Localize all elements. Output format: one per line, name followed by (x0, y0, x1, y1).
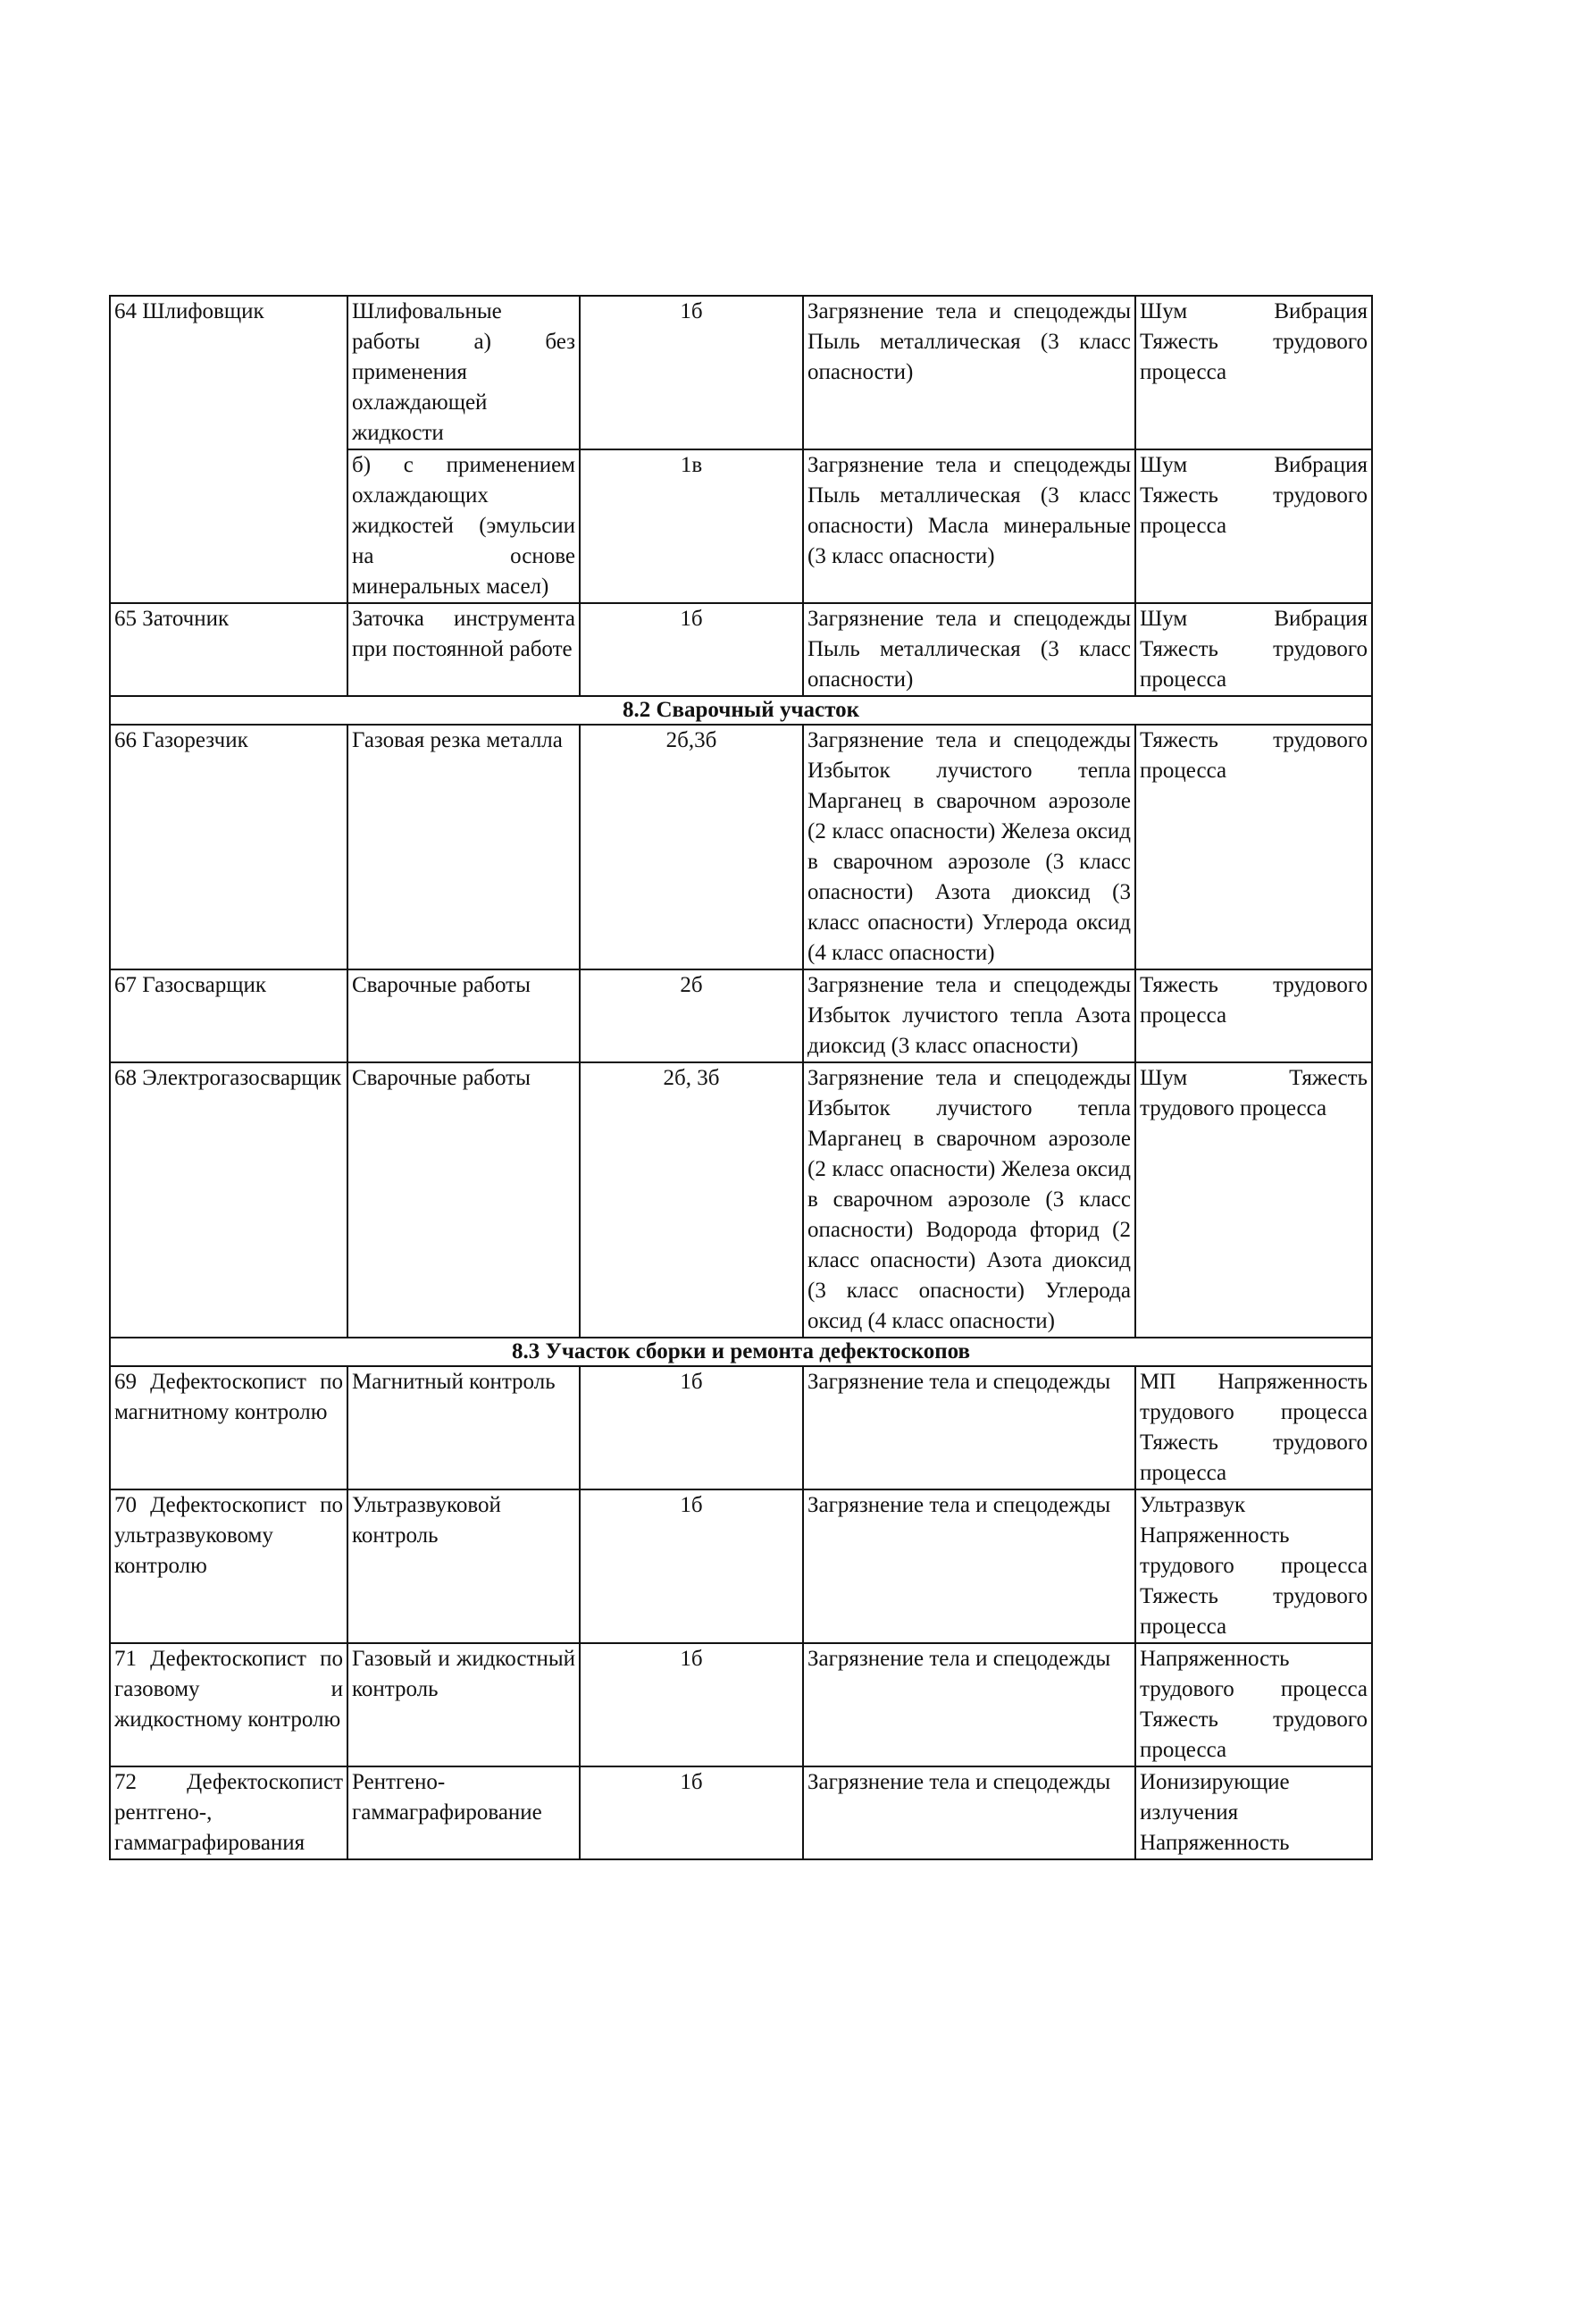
table-row (110, 1062, 1372, 1338)
work-type-cell: Шлифовальные работы а) без применения охлаждающей жидкости (347, 296, 580, 449)
chemical-factors-cell: Загрязнение тела и спецодежды (803, 1643, 1135, 1766)
profession-cell: 69 Дефектоскопист по магнитному контролю (110, 1366, 347, 1489)
physical-factors-cell: Ультразвук Напряженность трудового процесса Тяжесть трудового процесса (1135, 1489, 1372, 1643)
chemical-factors-cell: Загрязнение тела и спецодежды Пыль металлическая (3 класс опасности) (803, 603, 1135, 696)
hazard-class-cell: 2б, 3б (580, 1062, 803, 1338)
hazard-class-cell: 1в (580, 449, 803, 603)
chemical-factors-cell: Загрязнение тела и спецодежды Избыток лучистого тепла Азота диоксид (3 класс опасности) (803, 969, 1135, 1062)
hazard-class-cell: 1б (580, 1643, 803, 1766)
table-row (110, 969, 1372, 1062)
profession-cell: 72 Дефектоскопист рентгено-, гаммаграфирования (110, 1766, 347, 1859)
chemical-factors-cell: Загрязнение тела и спецодежды Пыль металлическая (3 класс опасности) Масла минеральные (3 класс опасности) (803, 449, 1135, 603)
profession-cell: 66 Газорезчик (110, 725, 347, 969)
physical-factors-cell: Шум Тяжесть трудового процесса (1135, 1062, 1372, 1338)
section-title: 8.2 Сварочный участок (110, 696, 1372, 725)
table-row (110, 1766, 1372, 1859)
profession-cell: 65 Заточник (110, 603, 347, 696)
hazard-class-cell: 1б (580, 1489, 803, 1643)
physical-factors-cell: Ионизирующие излучения Напряженность (1135, 1766, 1372, 1859)
physical-factors-cell: Шум Вибрация Тяжесть трудового процесса (1135, 449, 1372, 603)
hazard-class-cell: 1б (580, 1366, 803, 1489)
work-type-cell: Сварочные работы (347, 1062, 580, 1338)
table-row (110, 725, 1372, 969)
table-row (110, 1643, 1372, 1766)
table-row (110, 1366, 1372, 1489)
work-type-cell: Рентгено-гаммаграфирование (347, 1766, 580, 1859)
physical-factors-cell: МП Напряженность трудового процесса Тяжесть трудового процесса (1135, 1366, 1372, 1489)
chemical-factors-cell: Загрязнение тела и спецодежды (803, 1766, 1135, 1859)
hazard-class-cell: 1б (580, 296, 803, 449)
section-header-row (110, 1338, 1372, 1366)
table-row (110, 603, 1372, 696)
chemical-factors-cell: Загрязнение тела и спецодежды Пыль металлическая (3 класс опасности) (803, 296, 1135, 449)
work-type-cell: б) с применением охлаждающих жидкостей (эмульсии на основе минеральных масел) (347, 449, 580, 603)
section-title: 8.3 Участок сборки и ремонта дефектоскопов (110, 1338, 1372, 1366)
workplace-hazards-table (109, 295, 1373, 1860)
chemical-factors-cell: Загрязнение тела и спецодежды Избыток лучистого тепла Марганец в сварочном аэрозоле (2 класс опасности) Железа оксид в сварочном аэрозоле (3 класс опасности) Водорода фторид (2 класс опасности) Азота диоксид (3 класс опасности) Углерода оксид (4 класс опасности) (803, 1062, 1135, 1338)
chemical-factors-cell: Загрязнение тела и спецодежды (803, 1366, 1135, 1489)
chemical-factors-cell: Загрязнение тела и спецодежды (803, 1489, 1135, 1643)
physical-factors-cell: Тяжесть трудового процесса (1135, 969, 1372, 1062)
work-type-cell: Заточка инструмента при постоянной работе (347, 603, 580, 696)
hazard-class-cell: 1б (580, 603, 803, 696)
physical-factors-cell: Шум Вибрация Тяжесть трудового процесса (1135, 296, 1372, 449)
hazard-class-cell: 2б,3б (580, 725, 803, 969)
physical-factors-cell: Тяжесть трудового процесса (1135, 725, 1372, 969)
work-type-cell: Сварочные работы (347, 969, 580, 1062)
table-row (110, 296, 1372, 449)
profession-cell: 68 Электрогазосварщик (110, 1062, 347, 1338)
physical-factors-cell: Шум Вибрация Тяжесть трудового процесса (1135, 603, 1372, 696)
hazard-class-cell: 1б (580, 1766, 803, 1859)
table-body (110, 296, 1372, 1859)
physical-factors-cell: Напряженность трудового процесса Тяжесть трудового процесса (1135, 1643, 1372, 1766)
work-type-cell: Газовая резка металла (347, 725, 580, 969)
profession-cell: 64 Шлифовщик (110, 296, 347, 603)
section-header-row (110, 696, 1372, 725)
hazard-class-cell: 2б (580, 969, 803, 1062)
work-type-cell: Магнитный контроль (347, 1366, 580, 1489)
table-row (110, 1489, 1372, 1643)
profession-cell: 67 Газосварщик (110, 969, 347, 1062)
chemical-factors-cell: Загрязнение тела и спецодежды Избыток лучистого тепла Марганец в сварочном аэрозоле (2 класс опасности) Железа оксид в сварочном аэрозоле (3 класс опасности) Азота диоксид (3 класс опасности) Углерода оксид (4 класс опасности) (803, 725, 1135, 969)
profession-cell: 70 Дефектоскопист по ультразвуковому контролю (110, 1489, 347, 1643)
profession-cell: 71 Дефектоскопист по газовому и жидкостному контролю (110, 1643, 347, 1766)
work-type-cell: Ультразвуковой контроль (347, 1489, 580, 1643)
work-type-cell: Газовый и жидкостный контроль (347, 1643, 580, 1766)
